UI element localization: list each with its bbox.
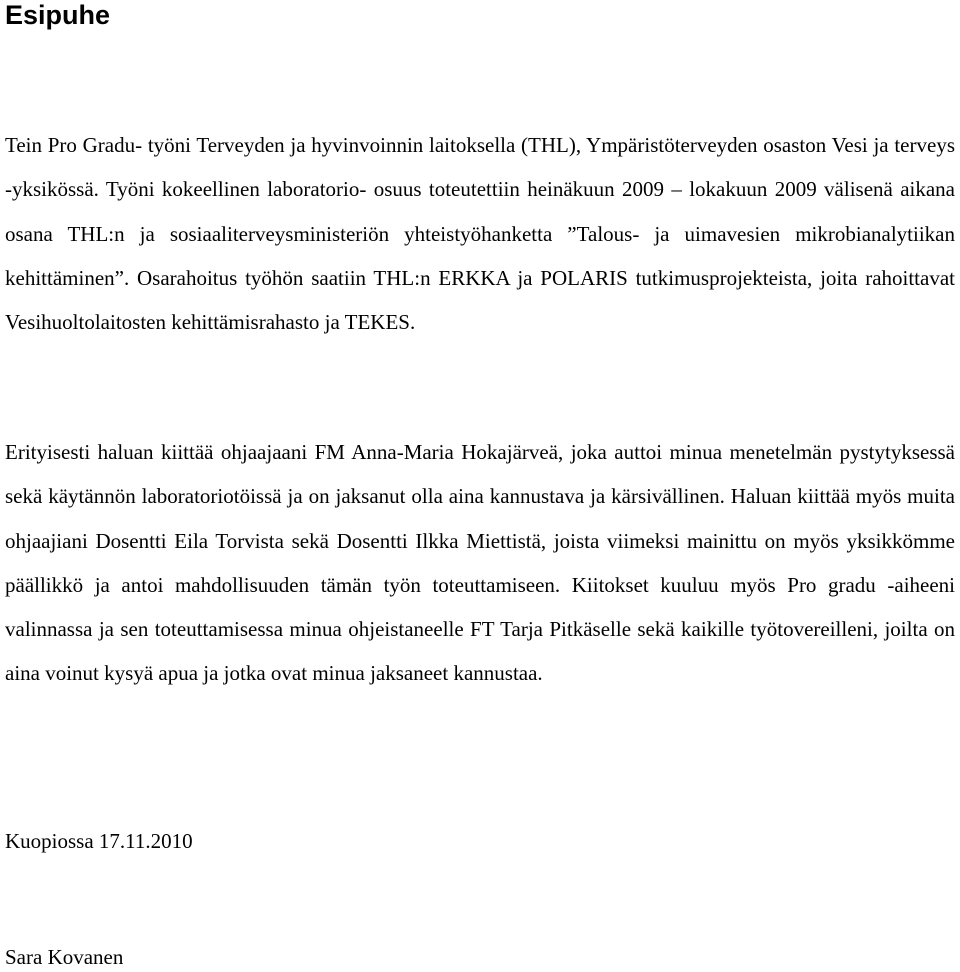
author-name: Sara Kovanen <box>5 945 124 969</box>
paragraph-acknowledgements: Erityisesti haluan kiittää ohjaajaani FM Anna-Maria Hokajärveä, joka auttoi minua menetelmän pystytyksessä sekä käytännön laboratoriotöissä ja on jaksanut olla aina kannustava ja kärsivällinen. Haluan kiittää myös muita ohjaajiani Dosentti Eila Torvista sekä Dosentti Ilkka Miettistä, joista viimeksi mainittu on myös yksikkömme päällikkö ja antoi mahdollisuuden tämän työn toteuttamiseen. Kiitokset kuuluu myös Pro gradu -aiheeni valinnassa ja sen toteuttamisessa minua ohjeistaneelle FT Tarja Pitkäselle sekä kaikille työtovereilleni, joilta on aina voinut kysyä apua ja jotka ovat minua jaksaneet kannustaa. <box>5 440 955 686</box>
place-and-date: Kuopiossa 17.11.2010 <box>5 829 193 853</box>
paragraph-intro: Tein Pro Gradu- työni Terveyden ja hyvinvoinnin laitoksella (THL), Ympäristöterveyden osaston Vesi ja terveys -yksikössä. Työni kokeellinen laboratorio- osuus toteutettiin heinäkuun 2009 – lokakuun 2009 välisenä aikana osana THL:n ja sosiaaliterveysministeriön yhteistyöhanketta ”Talous- ja uimavesien mikrobianalytiikan kehittäminen”. Osarahoitus työhön saatiin THL:n ERKKA ja POLARIS tutkimusprojekteista, joita rahoittavat Vesihuoltolaitosten kehittämisrahasto ja TEKES. <box>5 133 955 335</box>
page-title: Esipuhe <box>5 0 111 30</box>
